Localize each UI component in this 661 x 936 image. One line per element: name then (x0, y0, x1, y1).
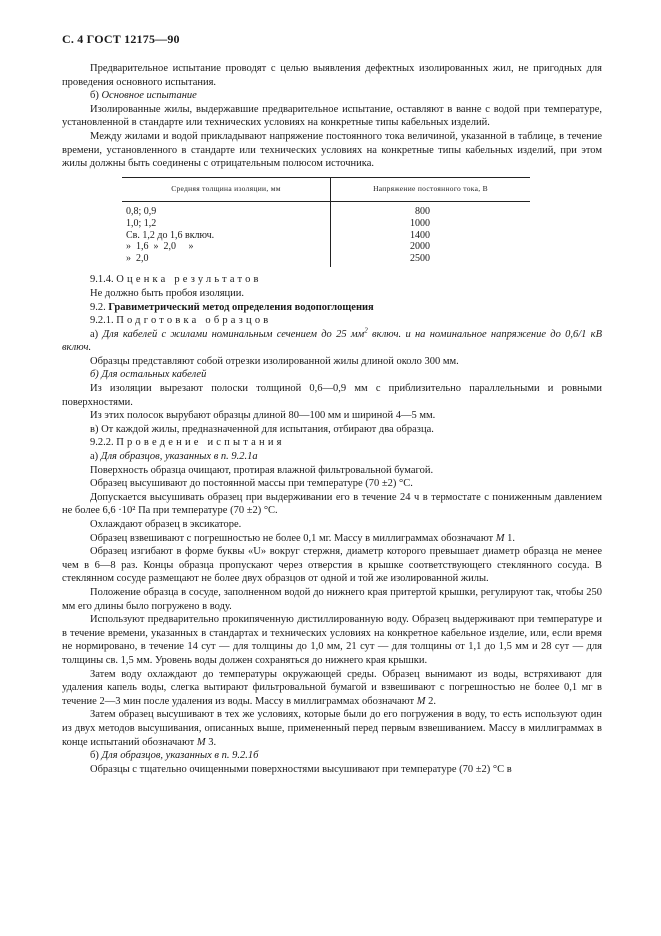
section-title: Подготовка образцов (116, 315, 272, 327)
table-header-thickness: Средняя толщина изоляции, мм (122, 177, 331, 202)
thickness-cell: » 1,6 » 2,0 » (122, 241, 331, 253)
subsection-heading (62, 89, 602, 103)
paragraph: Между жилами и водой прикладывают напряжение постоянного тока величиной, указанной в таблице, в течение времени, установленного в стандарте или технических условиях на конкретные типы кабельных изделий, при этом жилы должны быть соединены с отрицательным полюсом источника. (62, 130, 602, 170)
paragraph: Образец высушивают до постоянной массы при температуре (70 ±2) °С. (90, 478, 413, 490)
voltage-table (122, 177, 530, 268)
page-content (62, 62, 602, 776)
section-title: Проведение испытания (116, 437, 285, 449)
section-heading (62, 301, 602, 315)
voltage-cell: 800 (415, 206, 430, 218)
subsection-heading (62, 450, 602, 464)
paragraph: Поверхность образца очищают, протирая влажной фильтровальной бумагой. (90, 464, 434, 476)
mass-symbol: М (495, 532, 505, 544)
subsection-heading (62, 328, 602, 355)
table-header-voltage: Напряжение постоянного тока, В (331, 177, 531, 202)
thickness-cell: » 2,0 (122, 253, 331, 268)
subsection-title: Для образцов, указанных в п. 9.2.1а (100, 451, 258, 463)
section-number: 9.2. (90, 301, 106, 313)
section-heading (62, 273, 602, 287)
paragraph: Из этих полосок вырубают образцы длиной 80—100 мм и шириной 4—5 мм. (90, 410, 436, 422)
paragraph: Используют предварительно прокипяченную дистиллированную воду. Образец выдерживают при температуре и в течение времени, указанных в стандартах и технических условиях на конкретное кабельное изделие, или, если время не нормировано, в течение 14 сут — для толщины до 1,0 мм, 21 сут — для толщины от 1,1 до 1,5 мм и 28 сут — для толщины св. 1,5 мм. Уровень воды должен сохраняться до нижнего края крышки. (62, 614, 602, 666)
paragraph: Образцы с тщательно очищенными поверхностями высушивают при температуре (70 ±2) °С в (90, 763, 512, 775)
subsection-number: б) (90, 750, 99, 762)
paragraph: в) От каждой жилы, предназначенной для испытания, отбирают два образца. (90, 423, 434, 435)
paragraph: Затем образец высушивают в тех же условиях, которые были до его погружения в воду, то есть используют один из двух методов высушивания, описанных выше, примененный перед первым взвешиванием. Массу в миллиграммах в конце испытаний обозначают М 3. (62, 709, 602, 748)
paragraph: Затем воду охлаждают до температуры окружающей среды. Образец вынимают из воды, встряхивают для удаления капель воды, слегка вытирают фильтровальной бумагой и взвешивают с погрешностью не более 0,1 мг в течение 2—3 мин после удаления из воды. Массу в миллиграммах обозначают М 2. (62, 668, 602, 707)
thickness-cell: 1,0; 1,2 (122, 218, 331, 230)
paragraph: Охлаждают образец в эксикаторе. (90, 519, 242, 530)
voltage-cell: 1400 (410, 229, 430, 241)
section-heading (62, 314, 602, 328)
subsection-title: Основное испытание (101, 90, 197, 102)
voltage-cell: 1000 (410, 217, 430, 229)
section-title: Гравиметрический метод определения водопоглощения (108, 301, 374, 313)
section-number: 9.2.2. (90, 437, 114, 449)
subsection-title: Для кабелей с жилами номинальным сечением до 25 $мм^2$ включ. и на номинальное напряжение до 0,6/1 кВ включ. (62, 326, 603, 354)
table-row (122, 241, 530, 253)
table-row (122, 230, 530, 242)
paragraph: Из изоляции вырезают полоски толщиной 0,6—0,9 мм с приблизительно параллельными и ровными поверхностями. (62, 383, 602, 408)
paragraph: Образец изгибают в форме буквы «U» вокруг стержня, диаметр которого превышает диаметр образца не менее чем в 6—8 раз. Концы образца пропускают через отверстия в крышке соответствующего стеклянного сосуда. В стеклянном сосуде размещают не более двух образцов от одной и той же изолированной жилы. (62, 546, 602, 585)
voltage-cell: 2500 (410, 252, 430, 264)
subsection-number: а) (90, 451, 99, 463)
mass-symbol: М (196, 736, 206, 748)
paragraph: Допускается высушивать образец при выдерживании его в течение 24 ч в термостате с пониженным давлением не более 6,6 ·10² Па при температуре (70 ±2) °С. (62, 491, 602, 517)
section-title: Оценка результатов (116, 274, 262, 286)
table-row (122, 202, 530, 218)
subsection-title: Для остальных кабелей (101, 369, 207, 381)
paragraph: Изолированные жилы, выдержавшие предварительное испытание, оставляют в ванне с водой при температуре, установленной в стандарте или технических условиях на конкретные типы кабельных изделий. (62, 103, 602, 129)
section-number: 9.1.4. (90, 274, 114, 286)
paragraph: Образец взвешивают с погрешностью не более 0,1 мг. Массу в миллиграммах обозначают М 1. (90, 532, 515, 544)
voltage-cell: 2000 (410, 241, 430, 253)
section-heading (62, 436, 602, 450)
subsection-title: Для образцов, указанных в п. 9.2.1б (101, 750, 259, 762)
section-number: 9.2.1. (90, 315, 114, 327)
thickness-cell: Св. 1,2 до 1,6 включ. (122, 230, 331, 242)
mass-symbol: М (416, 695, 426, 707)
thickness-cell: 0,8; 0,9 (122, 202, 331, 218)
paragraph: Не должно быть пробоя изоляции. (90, 287, 245, 299)
table-row (122, 218, 530, 230)
subsection-number: б) (90, 90, 99, 102)
table-row (122, 253, 530, 268)
subsection-heading (62, 749, 602, 763)
subsection-number: б) (90, 369, 99, 381)
paragraph: Образцы представляют собой отрезки изолированной жилы длиной около 300 мм. (90, 355, 459, 367)
paragraph: Предварительное испытание проводят с целью выявления дефектных изолированных жил, не пригодных для проведения основного испытания. (62, 63, 602, 88)
page-header: С. 4 ГОСТ 12175—90 (62, 32, 180, 46)
paragraph: Положение образца в сосуде, заполненном водой до нижнего края притертой крышки, регулируют так, чтобы 250 мм его длины было погружено в воду. (62, 586, 602, 612)
subsection-number: а) (90, 328, 99, 340)
subsection-heading (62, 368, 602, 382)
